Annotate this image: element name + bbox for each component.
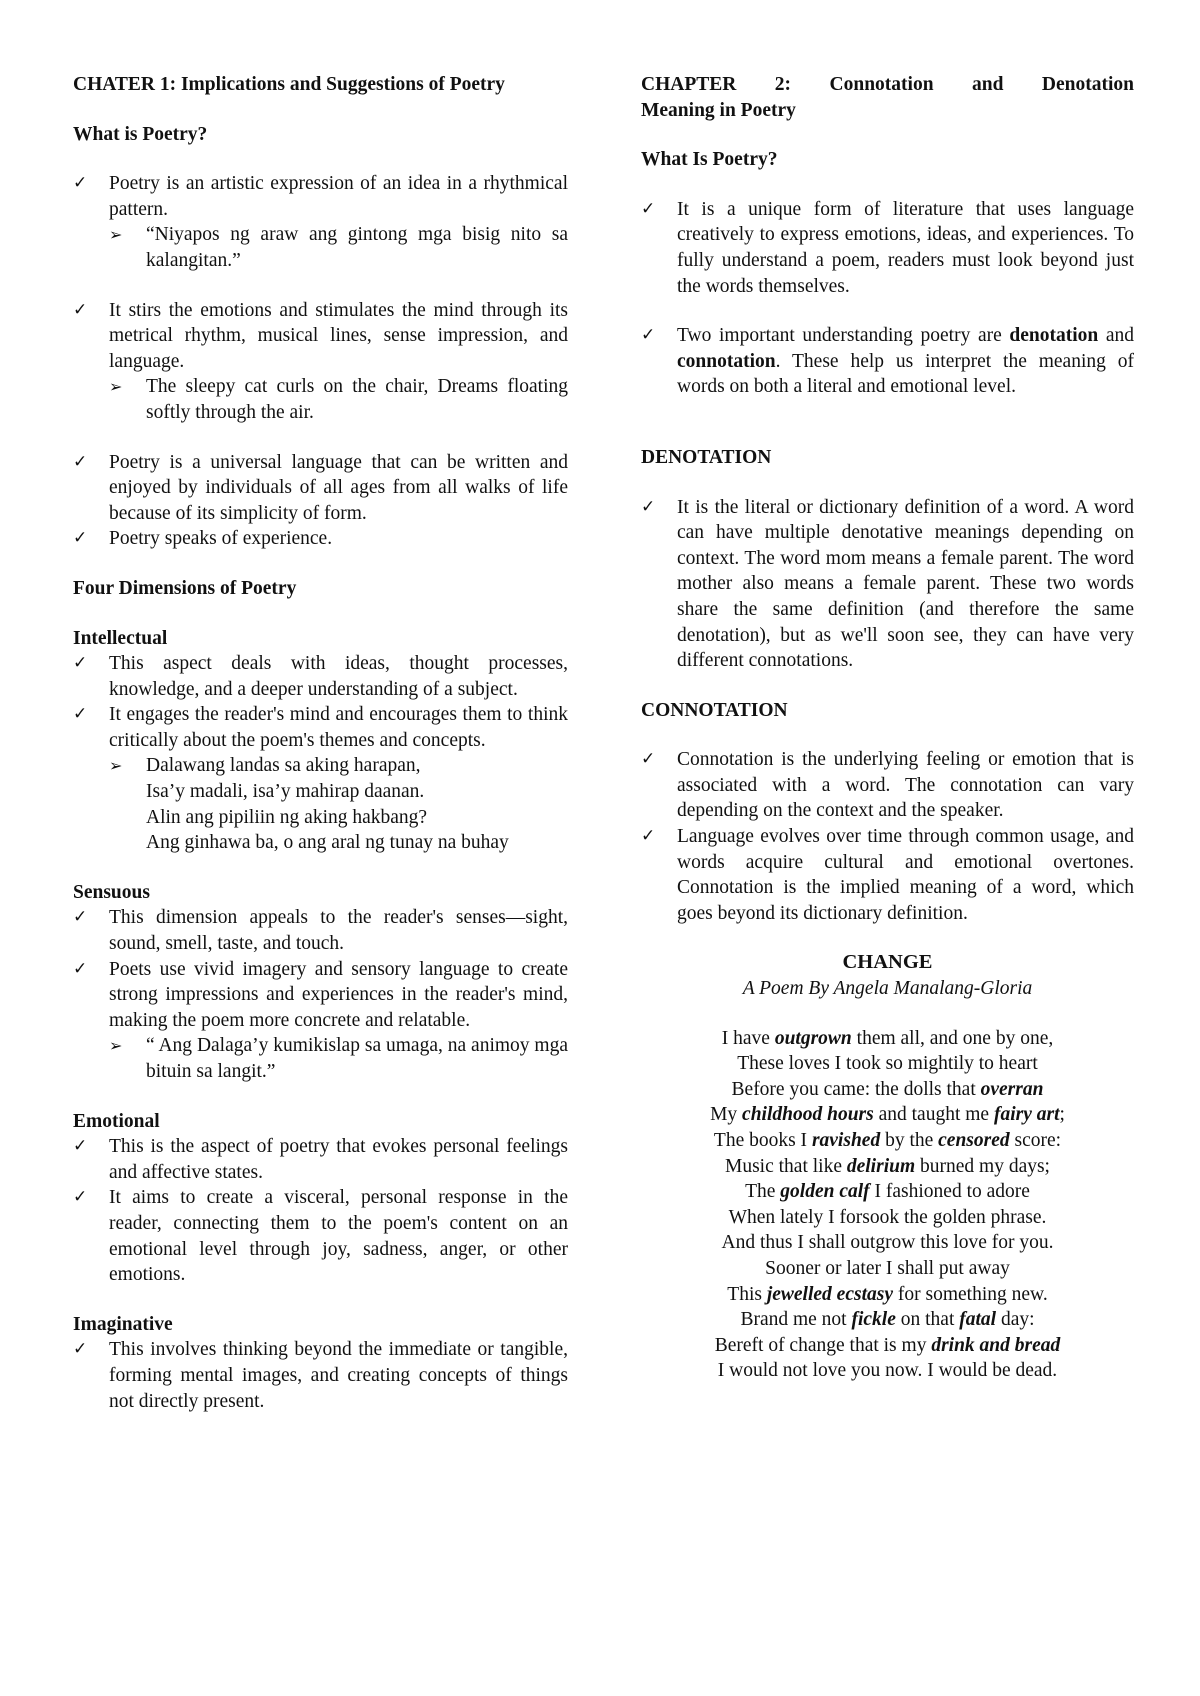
check-icon: ✓ — [73, 1136, 88, 1157]
arrow-bullet-icon: ➢ — [109, 377, 123, 397]
poem-text: And thus I shall outgrow this love for you. — [721, 1232, 1054, 1254]
list-item: ✓ Poetry is a universal language that can be written and enjoyed by individuals of all ages from all walks of life because of its simplicity of form. — [73, 451, 568, 524]
check-icon: ✓ — [641, 496, 656, 517]
imaginative-heading: Imaginative — [73, 1313, 173, 1335]
poem-text: Before you came: the dolls that — [731, 1078, 981, 1100]
emphasized-word: overran — [980, 1078, 1044, 1100]
right-column — [641, 72, 1134, 1384]
example-quote: ➢ “Niyapos ng araw ang gintong mga bisig nito sa kalangitan.” — [109, 224, 568, 271]
check-icon: ✓ — [73, 173, 88, 194]
list-item: ✓ Poetry is an artistic expression of an idea in a rhythmical pattern. — [73, 173, 568, 220]
poem-line — [641, 1307, 1134, 1333]
emotional-heading: Emotional — [73, 1110, 160, 1132]
poem-author: A Poem By Angela Manalang-Gloria — [742, 978, 1033, 1000]
poem-body — [641, 1026, 1134, 1384]
example-poem: ➢ Dalawang landas sa aking harapan, Isa’y madali, isa’y mahirap daanan. Alin ang pipiliin ng aking hakbang? Ang ginhawa ba, o ang aral ng tunay na buhay — [109, 755, 509, 854]
check-icon: ✓ — [73, 958, 88, 979]
poem-line — [641, 1282, 1134, 1308]
poem-line — [641, 1205, 1134, 1231]
example-quote: ➢ “ Ang Dalaga’y kumikislap sa umaga, na animoy mga bituin sa langit.” — [109, 1035, 568, 1082]
emphasized-word: golden calf — [780, 1181, 870, 1203]
check-icon: ✓ — [73, 1339, 88, 1360]
emphasized-word: drink and bread — [931, 1334, 1061, 1356]
poem-text: The books I — [713, 1130, 812, 1151]
denotation-term: denotation — [1009, 325, 1099, 347]
poem-text: burned my days; — [915, 1155, 1050, 1177]
poem-text: I fashioned to adore — [869, 1181, 1030, 1203]
poem-line — [641, 1333, 1134, 1359]
list-item: ✓ This dimension appeals to the reader's senses—sight, sound, smell, taste, and touch. — [73, 907, 568, 955]
poem-text: Sooner or later I shall put away — [765, 1257, 1010, 1279]
poem-text: on that — [895, 1309, 960, 1331]
list-item: ✓ Language evolves over time through common usage, and words acquire cultural and emotional overtones. Connotation is the implied meaning of a word, which goes beyond its dictionary definition. — [641, 826, 1134, 924]
emphasized-word: delirium — [846, 1155, 916, 1177]
list-item: ✓ Connotation is the underlying feeling or emotion that is associated with a word. The connotation can vary depending on the context and the speaker. — [641, 749, 1134, 822]
emphasized-word: outgrown — [774, 1027, 852, 1049]
list-item: ✓ Poetry speaks of experience. — [73, 526, 568, 552]
chapter-2-title: CHAPTER 2: Connotation and Denotation Meaning in Poetry — [641, 74, 1134, 121]
four-dimensions-heading: Four Dimensions of Poetry — [73, 577, 297, 599]
poem-text: I would not love you now. I would be dead. — [717, 1360, 1058, 1382]
poem-line — [641, 1026, 1134, 1052]
check-icon: ✓ — [73, 907, 88, 928]
left-column — [73, 72, 568, 1414]
emphasized-word: childhood hours — [742, 1104, 874, 1126]
connotation-heading: CONNOTATION — [641, 699, 788, 721]
intellectual-heading: Intellectual — [73, 627, 168, 649]
poem-text: I have — [721, 1027, 775, 1049]
what-is-poetry-heading: What is Poetry? — [73, 123, 208, 145]
denotation-heading: DENOTATION — [641, 446, 772, 468]
poem-text: day: — [996, 1309, 1035, 1331]
emphasized-word: ravished — [811, 1130, 881, 1151]
poem-line — [641, 1051, 1134, 1077]
poem-text: by the — [880, 1130, 939, 1151]
chapter-1-title: CHATER 1: Implications and Suggestions of Poetry — [73, 74, 505, 95]
arrow-bullet-icon: ➢ — [109, 1036, 123, 1056]
poem-text: for something new. — [893, 1283, 1048, 1305]
sensuous-heading: Sensuous — [73, 881, 150, 903]
check-icon: ✓ — [73, 528, 88, 549]
poem-text: Brand me not — [740, 1309, 852, 1331]
poem-line — [641, 1077, 1134, 1103]
list-item: ✓ Poets use vivid imagery and sensory language to create strong impressions and experiences in the reader's mind, making the poem more concrete and relatable. — [73, 958, 568, 1031]
emphasized-word: jewelled ecstasy — [766, 1283, 893, 1305]
poem-line — [641, 1256, 1134, 1282]
list-item: ✓ It is a unique form of literature that uses language creatively to express emotions, ideas, and experiences. To fully understand a poem, readers must look beyond just the words themselves. — [641, 198, 1134, 297]
check-icon: ✓ — [641, 826, 656, 847]
poem-text: These loves I took so mightily to heart — [737, 1053, 1038, 1075]
list-item: ✓ It aims to create a visceral, personal response in the reader, connecting them to the poem's content on an emotional level through joy, sadness, anger, or other emotions. — [73, 1187, 568, 1286]
poem-text: score: — [1009, 1130, 1062, 1151]
emphasized-word: fatal — [959, 1309, 997, 1331]
check-icon: ✓ — [641, 749, 656, 770]
poem-text: This — [727, 1283, 767, 1305]
arrow-bullet-icon: ➢ — [109, 756, 123, 776]
list-item: ✓ It stirs the emotions and stimulates the mind through its metrical rhythm, musical lines, sense impression, and language. — [73, 299, 568, 372]
poem-text: and taught me — [873, 1104, 994, 1126]
list-item: ✓ Two important understanding poetry are denotation and connotation. These help us interpret the meaning of words on both a literal and emotional level. — [641, 325, 1135, 398]
poem-text: When lately I forsook the golden phrase. — [728, 1206, 1047, 1228]
list-item: ✓ This aspect deals with ideas, thought processes, knowledge, and a deeper understanding of a subject. — [73, 653, 568, 700]
poem-text: ; — [1059, 1104, 1065, 1126]
emphasized-word: fickle — [851, 1309, 896, 1331]
emphasized-word: fairy art — [993, 1104, 1060, 1126]
poem-text: Music that like — [725, 1155, 847, 1177]
what-is-poetry-heading: What Is Poetry? — [641, 149, 778, 171]
check-icon: ✓ — [73, 299, 88, 320]
poem-line — [641, 1230, 1134, 1256]
poem-text: My — [710, 1104, 743, 1126]
check-icon: ✓ — [73, 653, 88, 674]
list-item: ✓ This involves thinking beyond the immediate or tangible, forming mental images, and creating concepts of things not directly present. — [73, 1339, 568, 1412]
list-item: ✓ It is the literal or dictionary definition of a word. A word can have multiple denotative meanings depending on context. The word mom means a female parent. The word mother also means a female parent. These two words share the same definition (and therefore the same denotation), but as we'll soon see, they can have very different connotations. — [641, 496, 1134, 672]
poem-text: The — [745, 1181, 781, 1203]
emphasized-word: censored — [938, 1130, 1010, 1151]
poem-line — [641, 1128, 1134, 1154]
check-icon: ✓ — [73, 704, 88, 725]
poem-line — [641, 1358, 1134, 1384]
list-item: ✓ This is the aspect of poetry that evokes personal feelings and affective states. — [73, 1136, 568, 1183]
connotation-term: connotation — [677, 350, 776, 372]
check-icon: ✓ — [641, 325, 656, 346]
poem-line — [641, 1179, 1134, 1205]
poem-text: them all, and one by one, — [851, 1027, 1054, 1049]
check-icon: ✓ — [641, 198, 656, 219]
poem-text: Bereft of change that is my — [714, 1334, 932, 1356]
poem-line — [641, 1154, 1134, 1180]
check-icon: ✓ — [73, 451, 88, 472]
poem-title: CHANGE — [842, 951, 933, 974]
arrow-bullet-icon: ➢ — [109, 225, 123, 245]
list-item: ✓ It engages the reader's mind and encourages them to think critically about the poem's themes and concepts. — [73, 704, 568, 751]
poem-line — [641, 1102, 1134, 1128]
check-icon: ✓ — [73, 1187, 88, 1208]
example-quote: ➢ The sleepy cat curls on the chair, Dreams floating softly through the air. — [109, 376, 568, 423]
